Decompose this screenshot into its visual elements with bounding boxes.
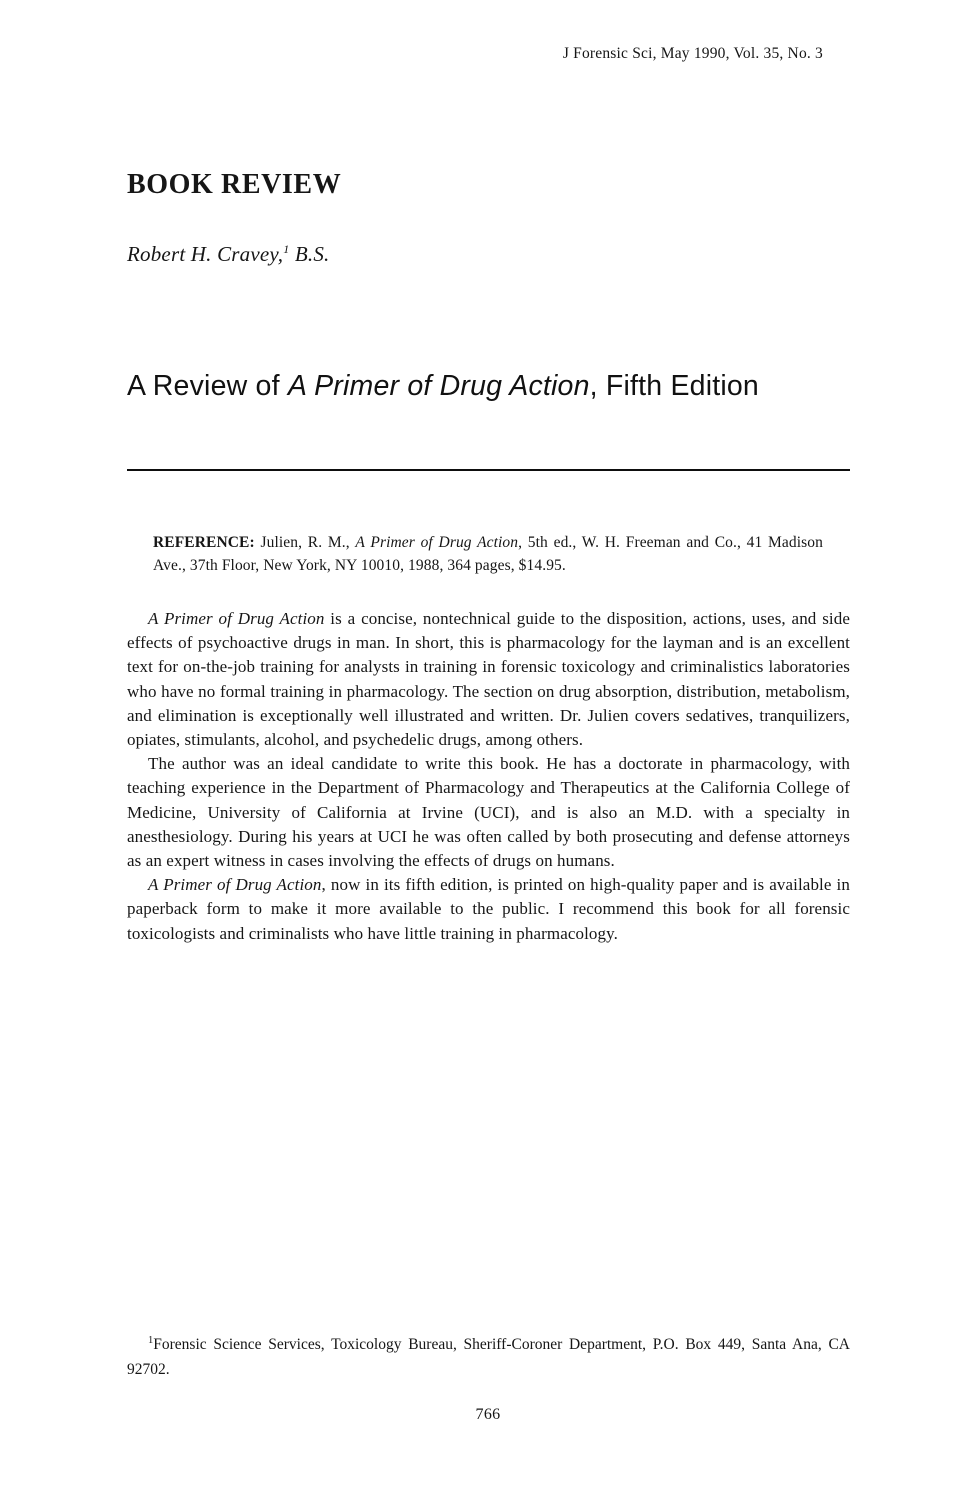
- paragraph-2: [127, 752, 850, 873]
- footnote-text: Forensic Science Services, Toxicology Bureau, Sheriff-Coroner Department, P.O. Box 449, Santa Ana, CA 92702.: [127, 1336, 850, 1378]
- paragraph-1-book-italic: A Primer of Drug Action: [148, 609, 325, 628]
- paragraph-2-text: The author was an ideal candidate to write this book. He has a doctorate in pharmacology, with teaching experience in the Department of Pharmacology and Therapeutics at the California College of Medicine, University of California at Irvine (UCI), and is also an M.D. with a specialty in anesthesiology. During his years at UCI he was often called by both prosecuting and defense attorneys as an expert witness in cases involving the effects of drugs on humans.: [127, 754, 850, 871]
- paragraph-1: [127, 607, 850, 752]
- review-title: [127, 370, 850, 403]
- footnote-marker: 1: [148, 1334, 154, 1346]
- page-number: 766: [475, 1406, 501, 1423]
- journal-citation-header: J Forensic Sci, May 1990, Vol. 35, No. 3: [562, 45, 823, 62]
- reference-pre-title: Julien, R. M.,: [254, 534, 356, 551]
- section-heading: BOOK REVIEW: [127, 169, 342, 200]
- review-title-book-italic: A Primer of Drug Action: [287, 370, 590, 402]
- body-text: [127, 607, 850, 946]
- paragraph-3: [127, 873, 850, 946]
- paragraph-3-text: , now in its fifth edition, is printed on high-quality paper and is available in paperback form to make it more available to the public. I recommend this book for all forensic toxicologists and criminalists who have little training in pharmacology.: [127, 875, 850, 943]
- horizontal-rule: [127, 469, 850, 471]
- author-name: Robert H. Cravey,: [127, 242, 284, 266]
- reference-label: REFERENCE:: [153, 534, 255, 551]
- footnote: [127, 1332, 850, 1382]
- paragraph-3-book-italic: A Primer of Drug Action: [148, 875, 322, 895]
- reference-book-italic: A Primer of Drug Action: [355, 534, 519, 551]
- author-line: [127, 242, 850, 267]
- paragraph-1-text: is a concise, nontechnical guide to the disposition, actions, uses, and side effects of psychoactive drugs in man. In short, this is pharmacology for the layman and is an excellent text for on-the-job training for analysts in training in forensic toxicology and criminalistics laboratories who have no formal training in pharmacology. The section on drug absorption, distribution, metabolism, and elimination is exceptionally well illustrated and written. Dr. Julien covers sedatives, tranquilizers, opiates, stimulants, alcohol, and psychedelic drugs, among others.: [127, 609, 850, 750]
- reference-post-title: , 5th ed., W. H. Freeman and Co., 41 Madison Ave., 37th Floor, New York, NY 10010, 1988, 364 pages, $14.95.: [153, 534, 823, 574]
- author-footnote-marker: 1: [283, 242, 290, 256]
- review-title-prefix: A Review of: [127, 370, 288, 402]
- author-credentials: B.S.: [289, 242, 330, 266]
- reference-block: [127, 531, 850, 577]
- review-title-suffix: , Fifth Edition: [589, 370, 759, 402]
